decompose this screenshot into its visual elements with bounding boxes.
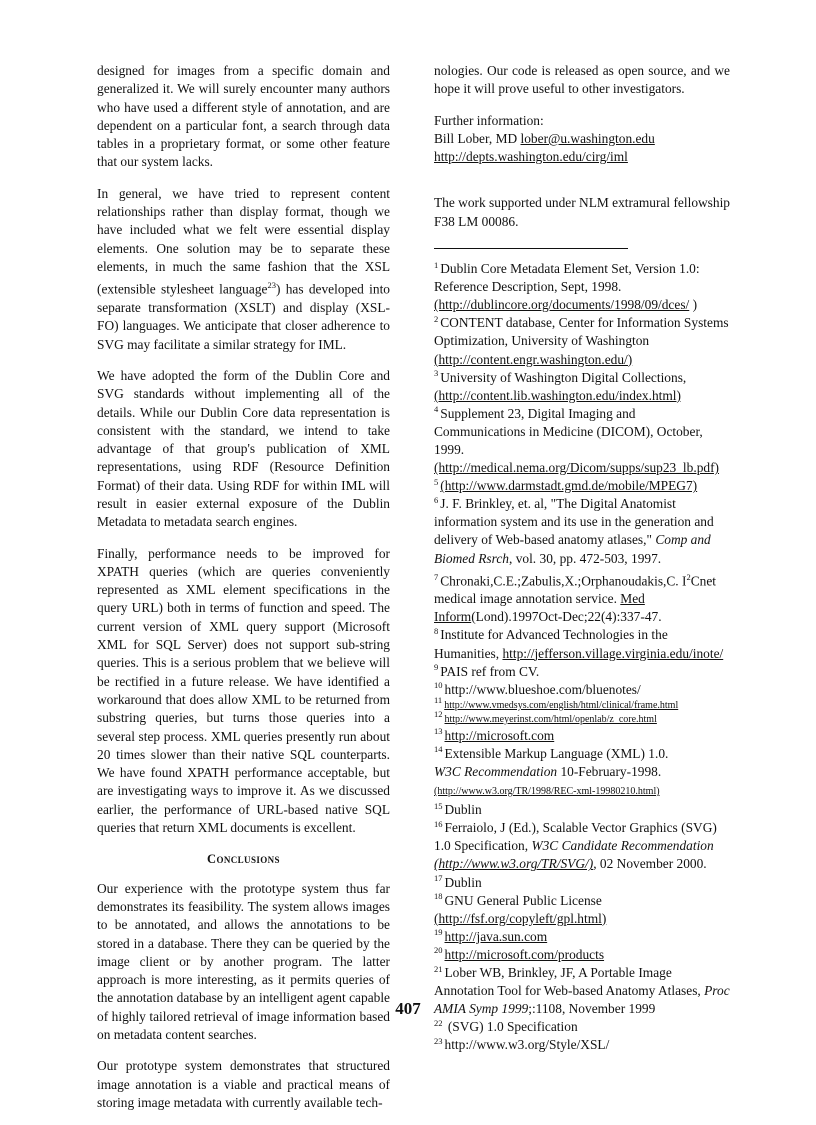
footnote-13: $^{13}$ http://microsoft.com — [434, 726, 555, 743]
right-column — [434, 62, 730, 1054]
contact-name: Bill Lober, MD — [434, 130, 518, 146]
footnote-20: $^{20}$ http://microsoft.com/products — [434, 945, 605, 962]
footnote-12: $^{12}$ http://www.meyerinst.com/html/openlab/z_core.html — [434, 709, 657, 725]
contact-email-link[interactable]: lober@u.washington.edu — [520, 130, 655, 146]
body-paragraph: Our experience with the prototype system thus far demonstrates its feasibility. The system allows images to be annotated, and allows the annotations to be stored in a database. There they can be queried by the image client or by another program. The latter approach is more interesting, as it permits queries of the annotation database by an intelligent agent capable of highly tailored retrieval of image information based on metadata content searches. — [97, 880, 390, 1043]
body-paragraph: We have adopted the form of the Dublin Core and SVG standards without implementing all of the details. While our Dublin Core data representation is consistent with the standard, we intend to take advantage of that group's publication of XML representations, using RDF (Resource Definition Format) of their data. Using RDF for within IML will result in easier external exposure of the Dublin Metadata to metadata search engines. — [97, 367, 390, 530]
contact-line — [434, 130, 730, 148]
body-paragraph: nologies. Our code is released as open source, and we hope it will prove useful to other investigators. — [434, 63, 730, 97]
footnote-link[interactable]: (http://fsf.org/copyleft/gpl.html) — [434, 910, 607, 926]
body-paragraph: Our prototype system demonstrates that structured image annotation is a viable and practical means of storing image metadata with currently available tech- — [97, 1058, 390, 1110]
further-info-label: Further information: — [434, 112, 544, 128]
footnote-18: $^{18}$ GNU General Public License (http://fsf.org/copyleft/gpl.html) — [434, 891, 607, 926]
support-note: The work supported under NLM extramural fellowship F38 LM 00086. — [434, 195, 731, 229]
footnote-link[interactable]: (http://www.darmstadt.gmd.de/mobile/MPEG7) — [440, 478, 698, 494]
footnote-rule — [434, 248, 628, 249]
footnote-link[interactable]: http://microsoft.com — [444, 727, 555, 743]
footnote-link[interactable]: (http://www.w3.org/TR/1998/REC-xml-19980210.html) — [434, 786, 660, 798]
footnote-link[interactable]: http://www.vmedsys.com/english/html/clinical/frame.html — [444, 699, 679, 711]
footnote-4: $^4$ Supplement 23, Digital Imaging and Communications in Medicine (DICOM), October, 1999. (http://medical.nema.org/Dicom/supps/sup23_lb.pdf) — [434, 404, 720, 476]
footnote-link[interactable]: http://java.sun.com — [444, 928, 548, 944]
footnote-6: $^6$ J. F. Brinkley, et. al, "The Digital Anatomist information system and its use in the generation and delivery of Web-based anatomy atlases," Comp and Biomed Rsrch, vol. 30, pp. 472-503, 1997. — [434, 494, 714, 566]
contact-url-line — [434, 148, 730, 166]
footnote-3: $^3$ University of Washington Digital Collections, (http://content.lib.washington.edu/index.html) — [434, 368, 687, 403]
footnote-10: $^{10}$ http://www.blueshoe.com/bluenotes/ — [434, 680, 641, 697]
footnote-9: $^9$ PAIS ref from CV. — [434, 662, 540, 679]
footnote-1: $^1$ Dublin Core Metadata Element Set, Version 1.0: Reference Description, Sept, 1998. (http://dublincore.org/documents/1998/09/dces/ ) — [434, 259, 700, 313]
body-paragraph: In general, we have tried to represent content relationships rather than display format, though we have included what we felt were essential display elements. One solution may be to separate these elements, in much the same fashion that the XSL (extensible stylesheet language$^{23}$) has developed into separate transformation (XSLT) and display (XSL-FO) languages. We anticipate that closer adherence to SVG may facilitate a similar strategy for IML. — [97, 185, 390, 352]
footnote-link[interactable]: (http://content.engr.washington.edu/) — [434, 351, 633, 367]
footnote-19: $^{19}$ http://java.sun.com — [434, 927, 548, 944]
footnote-17: $^{17}$ Dublin — [434, 873, 482, 890]
section-heading: Conclusions — [207, 852, 280, 867]
footnote-link[interactable]: (http://www.w3.org/TR/SVG/) — [434, 856, 594, 872]
footnote-14: $^{14}$ Extensible Markup Language (XML) 1.0. W3C Recommendation 10-February-1998. (http://www.w3.org/TR/1998/REC-xml-19980210.html) — [434, 744, 669, 798]
footnote-7: $^7$ Chronaki,C.E.;Zabulis,X.;Orphanoudakis,C. $I^2Cnet$ medical image annotation service. Med Inform(Lond).1997Oct-Dec;22(4):337-47. — [434, 571, 717, 625]
footnote-21: $^{21}$ Lober WB, Brinkley, JF, A Portable Image Annotation Tool for Web-based Anatomy Atlases, Proc AMIA Symp 1999;:1108, November 1999 — [434, 963, 730, 1017]
footnote-2: $^2$ CONTENT database, Center for Information Systems Optimization, University of Washington (http://content.engr.washington.edu/) — [434, 313, 729, 367]
page-number: 407 — [395, 999, 421, 1018]
footnotes — [434, 260, 730, 1054]
body-paragraph: designed for images from a specific domain and generalized it. We will surely encounter many authors who have used a different style of annotation, and are dependent on a particular font, a search through data tables in a proprietary format, or some other feature that our system lacks. — [97, 63, 390, 170]
footnote-8: $^8$ Institute for Advanced Technologies in the Humanities, http://jefferson.village.virginia.edu/inote/ — [434, 625, 724, 661]
footnote-22: $^{22}$ (SVG) 1.0 Specification — [434, 1017, 578, 1035]
footnote-link[interactable]: http://www.meyerinst.com/html/openlab/z_core.html — [444, 713, 657, 725]
left-column — [97, 62, 390, 1125]
footnote-link[interactable]: (http://content.lib.washington.edu/index.html) — [434, 387, 681, 403]
footnote-link[interactable]: http://jefferson.village.virginia.edu/inote/ — [502, 645, 724, 661]
footnote-16: $^{16}$ Ferraiolo, J (Ed.), Scalable Vector Graphics (SVG) 1.0 Specification, W3C Candidate Recommendation (http://www.w3.org/TR/SVG/), 02 November 2000. — [434, 818, 717, 872]
footnote-link[interactable]: http://microsoft.com/products — [444, 946, 605, 962]
footnote-link[interactable]: (http://dublincore.org/documents/1998/09/dces/ — [434, 297, 690, 313]
citation-marker: 23 — [267, 280, 276, 291]
footnote-link[interactable]: (http://medical.nema.org/Dicom/supps/sup23_lb.pdf) — [434, 460, 720, 476]
body-paragraph: Finally, performance needs to be improved for XPATH queries (which are queries conveniently represented as XML element specifications in the query URL) both in terms of function and speed. The current version of XML query support (Microsoft XML for SQL Server) does not support sub-string queries. This is a serious problem that we believe will be rectified in a future release. We have identified a workaround that does allow XML to be returned from substring queries, but turns those queries into a several step process. XML queries presently run about 20 times slower than their native SQL counterparts. We have found XPATH performance acceptable, but are investigating ways to improve it. As we discussed earlier, the performance of URL-based native SQL queries that return XML documents is excellent. — [97, 545, 390, 836]
footnote-15: $^{15}$ Dublin — [434, 800, 482, 818]
contact-url-link[interactable]: http://depts.washington.edu/cirg/iml — [434, 149, 628, 165]
footnote-23: $^{23}$ http://www.w3.org/Style/XSL/ — [434, 1035, 610, 1053]
footnote-11: $^{11}$ http://www.vmedsys.com/english/html/clinical/frame.html — [434, 695, 679, 711]
footnote-5: $^5$ (http://www.darmstadt.gmd.de/mobile/MPEG7) — [434, 476, 698, 494]
